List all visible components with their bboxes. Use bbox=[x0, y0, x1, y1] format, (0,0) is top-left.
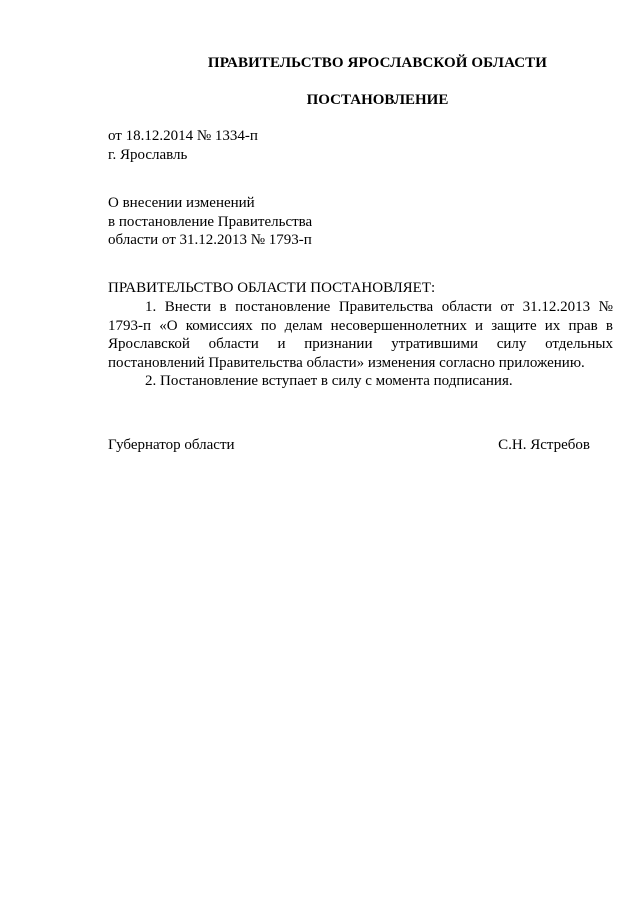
subject-line-3: области от 31.12.2013 № 1793-п bbox=[108, 232, 312, 248]
signatory-title: Губернатор области bbox=[108, 437, 235, 453]
resolution-item-1: 1. Внести в постановление Правительства области от 31.12.2013 № 1793-п «О комиссиях по делам несовершеннолетних и защите их прав в Ярославской области и признании утратившими силу отдельных постановлений Правительства области» изменения согласно приложению. bbox=[108, 299, 613, 371]
resolves-heading: ПРАВИТЕЛЬСТВО ОБЛАСТИ ПОСТАНОВЛЯЕТ: bbox=[108, 280, 436, 296]
document-type-title: ПОСТАНОВЛЕНИЕ bbox=[306, 92, 449, 108]
organization-title: ПРАВИТЕЛЬСТВО ЯРОСЛАВСКОЙ ОБЛАСТИ bbox=[207, 55, 548, 71]
resolution-item-2: 2. Постановление вступает в силу с момента подписания. bbox=[145, 373, 513, 389]
signature-block bbox=[108, 437, 590, 454]
document-subject bbox=[108, 194, 312, 250]
document-meta bbox=[108, 127, 258, 165]
date-number: от 18.12.2014 № 1334-п bbox=[108, 128, 258, 144]
city: г. Ярославль bbox=[108, 147, 188, 163]
subject-line-1: О внесении изменений bbox=[108, 195, 255, 211]
subject-line-2: в постановление Правительства bbox=[108, 213, 313, 230]
signatory-name: С.Н. Ястребов bbox=[498, 437, 590, 453]
resolution-items bbox=[108, 298, 613, 391]
